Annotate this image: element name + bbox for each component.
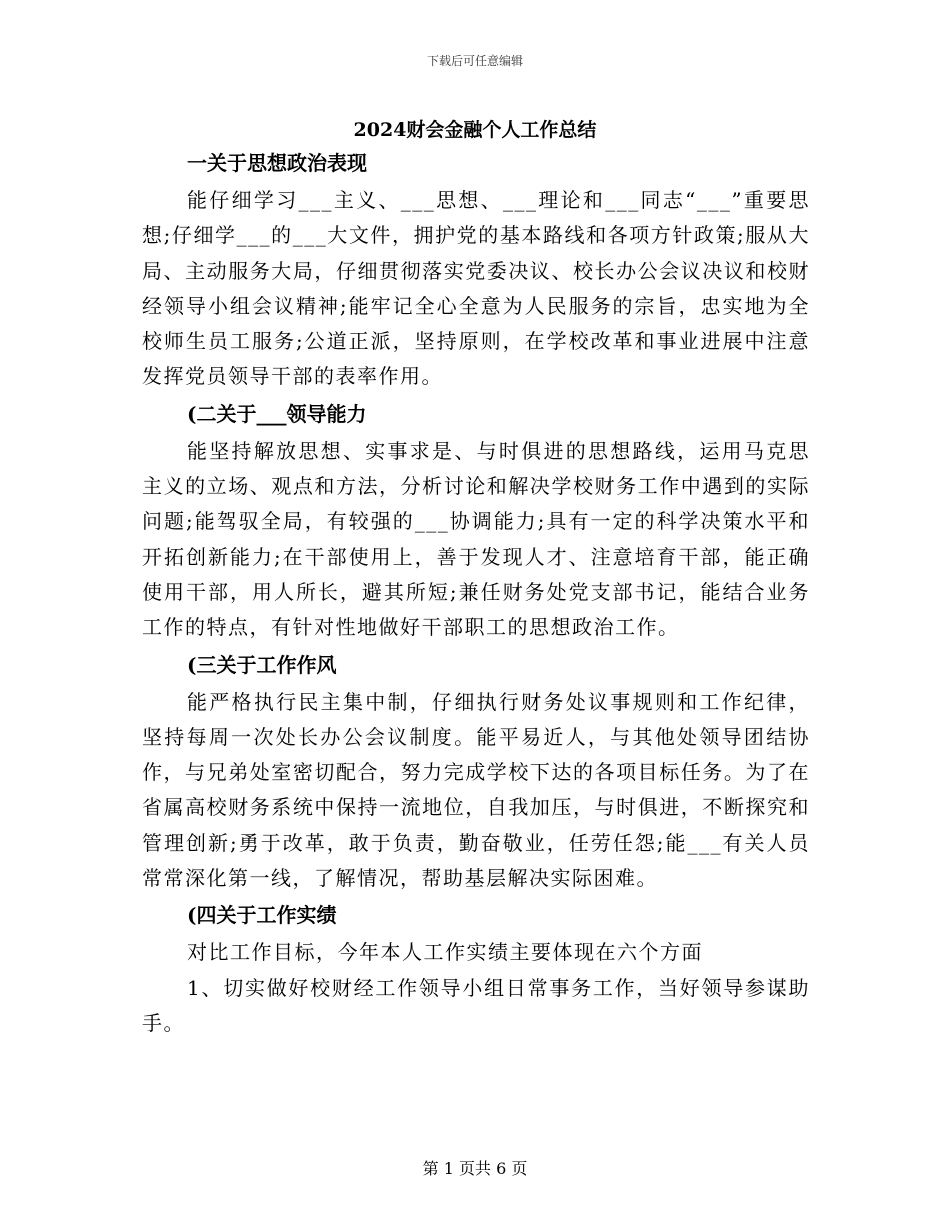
document-body xyxy=(142,146,810,1041)
section-3-paragraph-1: 能严格执行民主集中制，仔细执行财务处议事规则和工作纪律，坚持每周一次处长办公会议制度。能平易近人，与其他处领导团结协作，与兄弟处室密切配合，努力完成学校下达的各项目标任务。为了在省属高校财务系统中保持一流地位，自我加压，与时俱进，不断探究和管理创新;勇于改革，敢于负责，勤奋敬业，任劳任怨;能___有关人员常常深化第一线，了解情况，帮助基层解决实际困难。 xyxy=(142,689,810,891)
section-heading-4: (四关于工作实绩 xyxy=(187,903,337,928)
section-2-paragraph-1: 能坚持解放思想、实事求是、与时俱进的思想路线，运用马克思主义的立场、观点和方法，分析讨论和解决学校财务工作中遇到的实际问题;能驾驭全局，有较强的___协调能力;具有一定的科学决策水平和开拓创新能力;在干部使用上，善于发现人才、注意培育干部，能正确使用干部，用人所长，避其所短;兼任财务处党支部书记，能结合业务工作的特点，有针对性地做好干部职工的思想政治工作。 xyxy=(142,438,810,640)
page-number-footer: 第 1 页共 6 页 xyxy=(422,1159,528,1178)
document-title: 2024财会金融个人工作总结 xyxy=(353,119,597,141)
section-4-paragraph-1: 对比工作目标，今年本人工作实绩主要体现在六个方面 xyxy=(187,940,703,965)
section-4-paragraph-2: 1、切实做好校财经工作领导小组日常事务工作，当好领导参谋助手。 xyxy=(142,975,810,1035)
section-heading-3: (三关于工作作风 xyxy=(187,652,337,677)
section-heading-1: 一关于思想政治表现 xyxy=(187,151,367,175)
section-heading-2: (二关于___领导能力 xyxy=(187,401,367,426)
header-note: 下载后可任意编辑 xyxy=(426,54,523,68)
section-1-paragraph-1: 能仔细学习___主义、___思想、___理论和___同志“___”重要思想;仔细学___的___大文件，拥护党的基本路线和各项方针政策;服从大局、主动服务大局，仔细贯彻落实党委决议、校长办公会议决议和校财经领导小组会议精神;能牢记全心全意为人民服务的宗旨，忠实地为全校师生员工服务;公道正派，坚持原则，在学校改革和事业进展中注意发挥党员领导干部的表率作用。 xyxy=(142,188,810,389)
